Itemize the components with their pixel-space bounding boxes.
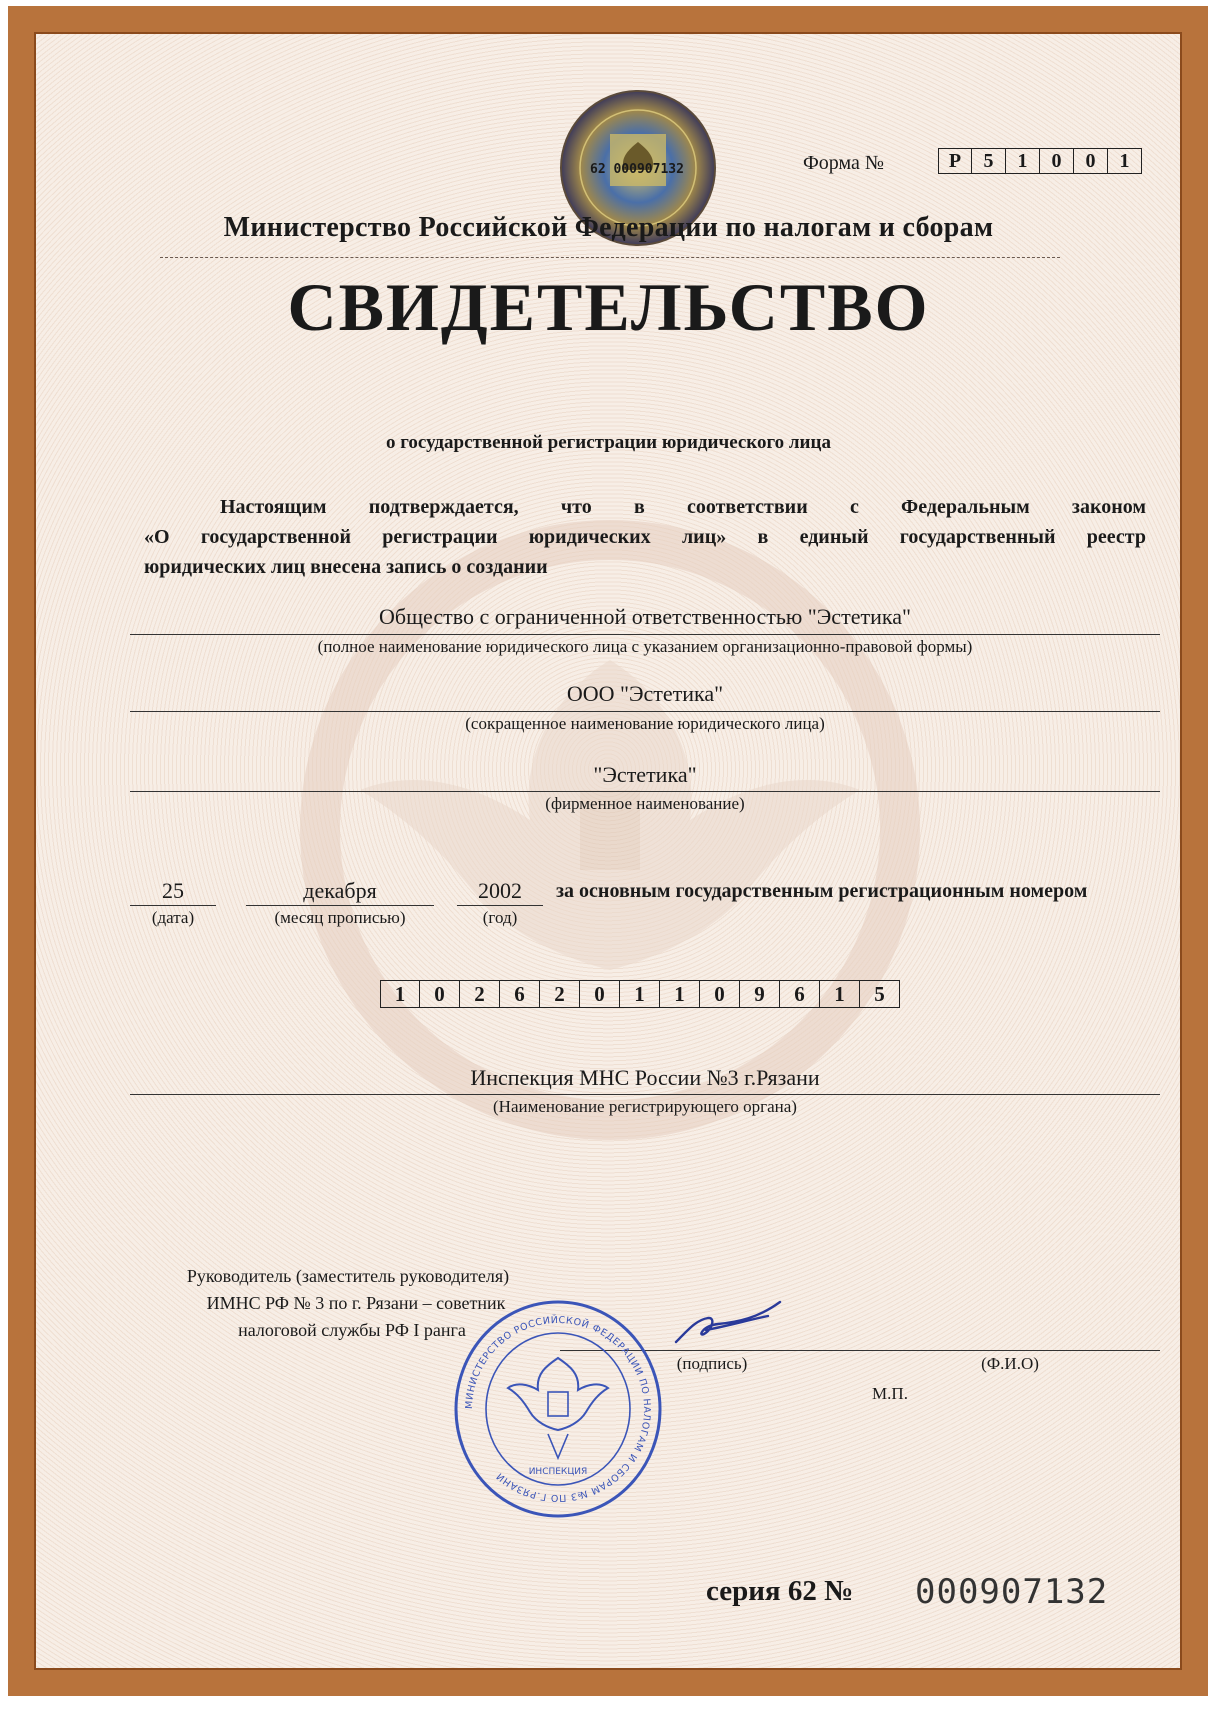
intro-paragraph: [144, 492, 1146, 582]
signatory-line-3: налоговой службы РФ I ранга: [238, 1320, 466, 1340]
form-code-boxes: [938, 148, 1142, 174]
short-name-value: ООО "Эстетика": [566, 681, 724, 706]
form-code-cell: 0: [1040, 148, 1074, 174]
signatory-line-1: Руководитель (заместитель руководителя): [186, 1266, 510, 1286]
hologram-number: 62 000907132: [590, 162, 684, 177]
full-name-line: [130, 634, 1160, 635]
stamp-ring-text: МИНИСТЕРСТВО РОССИЙСКОЙ ФЕДЕРАЦИИ ПО НАЛОГАМ И СБОРАМ №3 ПО Г.РЯЗАНИ: [463, 1314, 653, 1504]
date-day: 25: [162, 878, 184, 903]
ogrn-digit-cell: 6: [500, 980, 540, 1008]
firm-name-line: [130, 791, 1160, 792]
date-month-caption: (месяц прописью): [274, 908, 406, 927]
signature-scribble: [668, 1290, 788, 1350]
ogrn-digit-cell: 0: [420, 980, 460, 1008]
date-year: 2002: [478, 878, 522, 903]
series-label: серия 62 №: [706, 1575, 854, 1607]
ogrn-label: за основным государственным регистрационным номером: [556, 880, 1088, 902]
signature-caption: (подпись): [676, 1354, 748, 1373]
date-month: декабря: [303, 878, 377, 903]
authority-caption: (Наименование регистрирующего органа): [493, 1097, 797, 1116]
intro-line-3: юридических лиц внесена запись о создании: [144, 556, 548, 578]
ogrn-digit-cell: 5: [860, 980, 900, 1008]
full-name-value: Общество с ограниченной ответственностью "Эстетика": [379, 604, 911, 629]
form-code-cell: 5: [972, 148, 1006, 174]
ogrn-digit-cell: 0: [580, 980, 620, 1008]
short-name-caption: (сокращенное наименование юридического лица): [465, 714, 825, 733]
ogrn-digit-cell: 1: [380, 980, 420, 1008]
form-code-cell: 1: [1108, 148, 1142, 174]
full-name-caption: (полное наименование юридического лица с указанием организационно-правовой формы): [317, 637, 973, 656]
ogrn-digit-cell: 2: [460, 980, 500, 1008]
authority-line: [130, 1094, 1160, 1095]
ogrn-digit-cell: 1: [620, 980, 660, 1008]
authority-value: Инспекция МНС России №3 г.Рязани: [470, 1065, 820, 1090]
series-number: 000907132: [915, 1572, 1109, 1612]
ministry-heading: Министерство Российской Федерации по налогам и сборам: [223, 212, 994, 243]
document-subtitle: о государственной регистрации юридического лица: [386, 432, 831, 453]
ogrn-number-boxes: [380, 980, 900, 1008]
official-stamp: [452, 1298, 664, 1520]
ogrn-digit-cell: 9: [740, 980, 780, 1008]
form-code-cell: 0: [1074, 148, 1108, 174]
form-code-cell: Р: [938, 148, 972, 174]
seal-place-label: М.П.: [872, 1384, 908, 1403]
ogrn-digit-cell: 2: [540, 980, 580, 1008]
date-year-caption: (год): [482, 908, 518, 927]
fio-caption: (Ф.И.О): [981, 1354, 1039, 1373]
date-month-line: [246, 905, 434, 906]
document-title: СВИДЕТЕЛЬСТВО: [287, 269, 930, 345]
intro-line-2: «О государственной регистрации юридических лиц» в единый государственный реестр: [144, 526, 1146, 548]
form-label: Форма №: [803, 152, 884, 174]
ogrn-digit-cell: 0: [700, 980, 740, 1008]
form-code-cell: 1: [1006, 148, 1040, 174]
firm-name-value: "Эстетика": [593, 762, 697, 787]
date-year-line: [457, 905, 543, 906]
signatory-line-2: ИМНС РФ № 3 по г. Рязани – советник: [206, 1293, 506, 1313]
ogrn-digit-cell: 1: [660, 980, 700, 1008]
ministry-underline: [160, 257, 1060, 258]
stamp-inner-text: ИНСПЕКЦИЯ: [528, 1467, 588, 1477]
ogrn-digit-cell: 6: [780, 980, 820, 1008]
firm-name-caption: (фирменное наименование): [545, 794, 745, 813]
intro-line-1: Настоящим подтверждается, что в соответствии с Федеральным законом: [220, 496, 1146, 518]
date-day-line: [130, 905, 216, 906]
ogrn-digit-cell: 1: [820, 980, 860, 1008]
date-day-caption: (дата): [151, 908, 195, 927]
short-name-line: [130, 711, 1160, 712]
